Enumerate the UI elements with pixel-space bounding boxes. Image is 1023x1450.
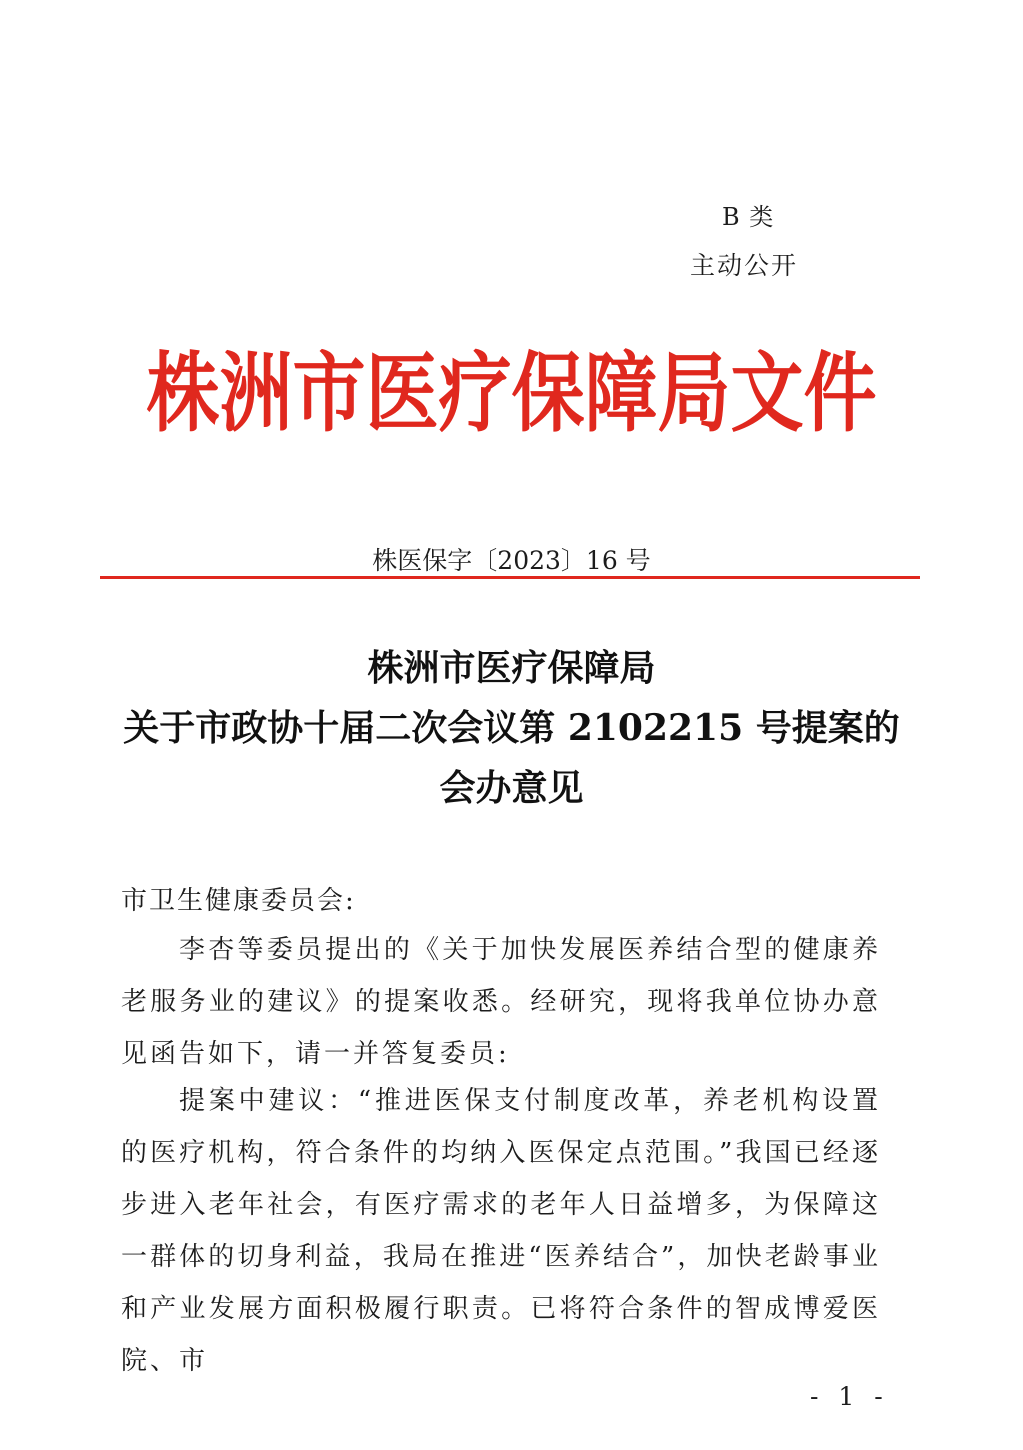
page-number: - 1 -: [810, 1382, 889, 1411]
red-divider-line: [100, 576, 920, 579]
paragraph-2-text: 提案中建议：“推进医保支付制度改革，养老机构设置的医疗机构，符合条件的均纳入医保定点范围。”我国已经逐步进入老年社会，有医疗需求的老年人日益增多，为保障这一群体的切身利益，我局在推进“医养结合”，加快老龄事业和产业发展方面积极履行职责。已将符合条件的智成博爱医院、市: [121, 1086, 881, 1376]
classification-label: B 类: [722, 203, 775, 231]
body-paragraph-2: [121, 1075, 881, 1387]
document-title-line-1: 株洲市医疗保障局: [367, 647, 656, 689]
addressee: 市卫生健康委员会:: [121, 886, 356, 916]
disclosure-label: 主动公开: [690, 251, 799, 280]
document-title-line-3: 会办意见: [439, 767, 584, 809]
body-paragraph-1: [121, 924, 881, 1080]
document-number: 株医保字〔2023〕16 号: [372, 546, 651, 575]
paragraph-1-text: 李杏等委员提出的《关于加快发展医养结合型的健康养老服务业的建议》的提案收悉。经研究，现将我单位协办意见函告如下，请一并答复委员:: [121, 935, 881, 1069]
document-title-line-2: 关于市政协十届二次会议第 2102215 号提案的: [123, 707, 900, 749]
document-masthead: 株洲市医疗保障局文件: [146, 344, 877, 445]
